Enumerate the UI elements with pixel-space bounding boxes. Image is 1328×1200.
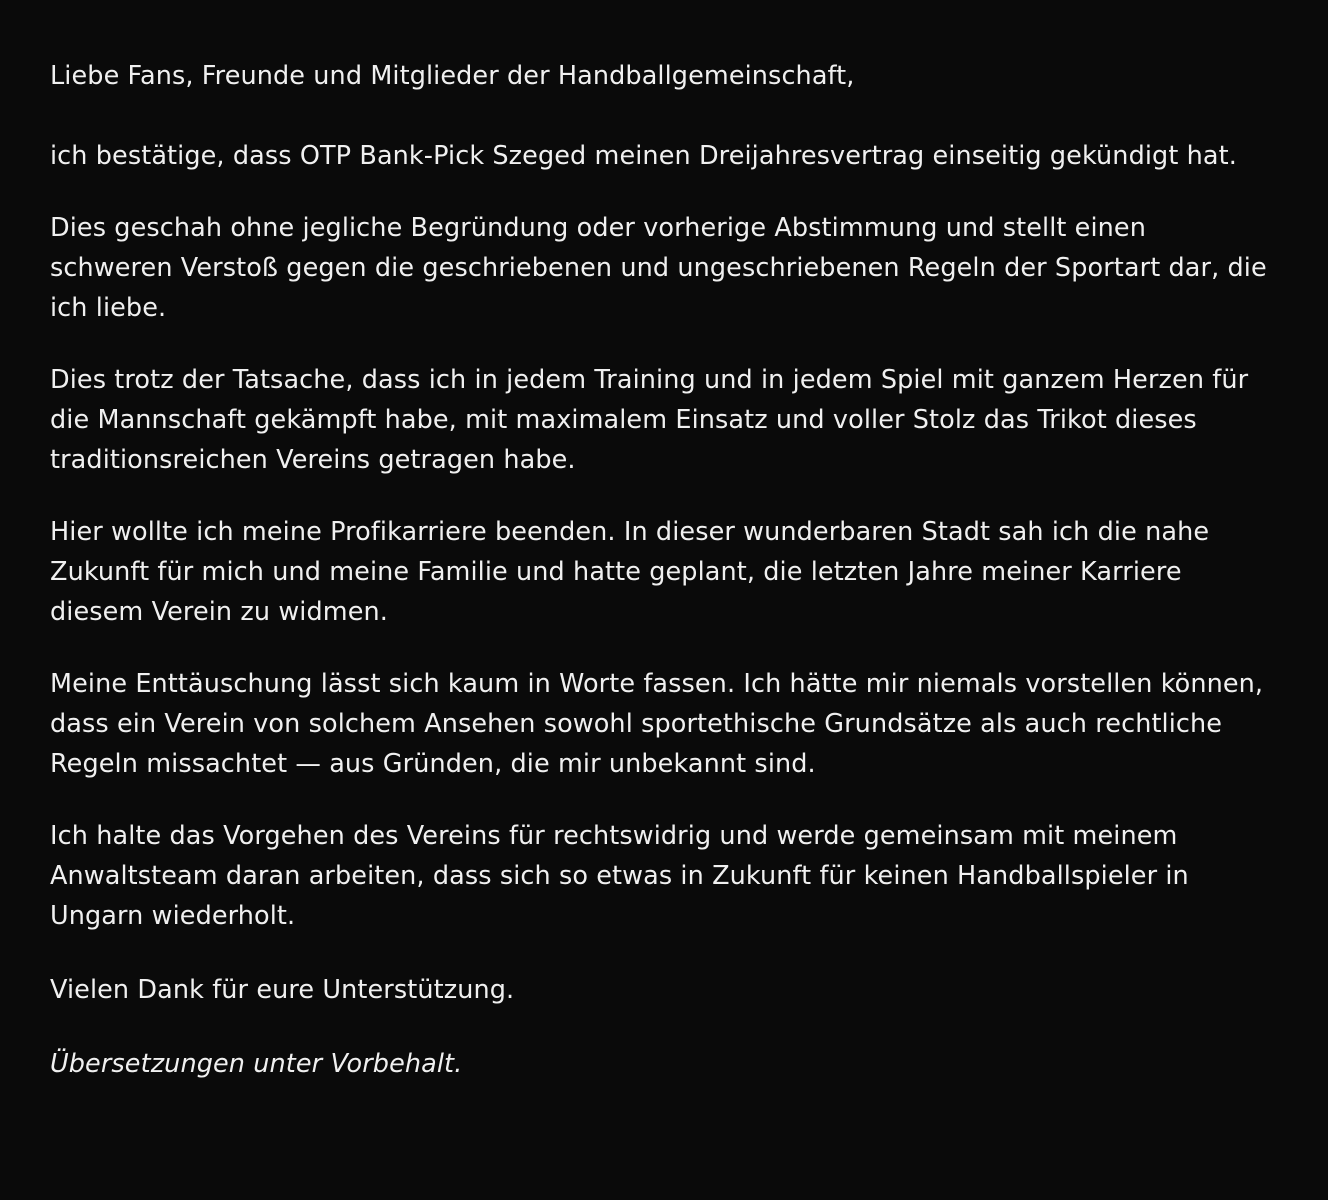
salutation-paragraph: Liebe Fans, Freunde und Mitglieder der Handballgemeinschaft, (50, 61, 855, 91)
contract-termination-paragraph: ich bestätige, dass OTP Bank-Pick Szeged meinen Dreijahresvertrag einseitig gekündigt hat. (50, 141, 1237, 171)
commitment-paragraph: Dies trotz der Tatsache, dass ich in jedem Training und in jedem Spiel mit ganzem Herzen für die Mannschaft gekämpft habe, mit maximalem Einsatz und voller Stolz das Trikot dieses traditionsreichen Vereins getragen habe. (50, 365, 1249, 475)
no-justification-paragraph: Dies geschah ohne jegliche Begründung oder vorherige Abstimmung und stellt einen schweren Verstoß gegen die geschriebenen und ungeschriebenen Regeln der Sportart dar, die ich liebe. (50, 213, 1267, 323)
legal-action-paragraph: Ich halte das Vorgehen des Vereins für rechtswidrig und werde gemeinsam mit meinem Anwaltsteam daran arbeiten, dass sich so etwas in Zukunft für keinen Handballspieler in Ungarn wiederholt. (50, 821, 1189, 931)
translation-disclaimer: Übersetzungen unter Vorbehalt. (50, 1049, 463, 1079)
thanks-paragraph: Vielen Dank für eure Unterstützung. (50, 975, 515, 1005)
disappointment-paragraph: Meine Enttäuschung lässt sich kaum in Worte fassen. Ich hätte mir niemals vorstellen können, dass ein Verein von solchem Ansehen sowohl sportethische Grundsätze als auch rechtliche Regeln missachtet — aus Gründen, die mir unbekannt sind. (50, 669, 1264, 779)
career-plans-paragraph: Hier wollte ich meine Profikarriere beenden. In dieser wunderbaren Stadt sah ich die nahe Zukunft für mich und meine Familie und hatte geplant, die letzten Jahre meiner Karriere diesem Verein zu widmen. (50, 517, 1210, 627)
